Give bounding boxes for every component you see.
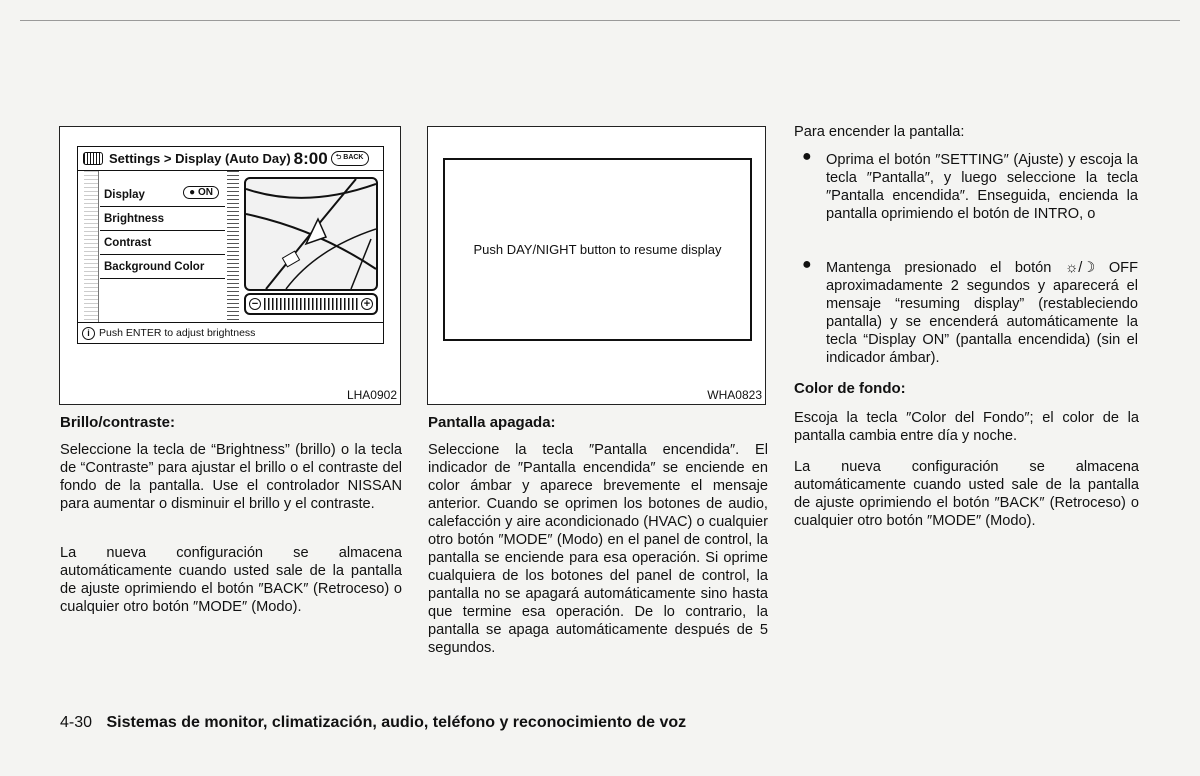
display-off-screen: [443, 158, 752, 341]
figure-settings-display: [59, 126, 401, 405]
menu-item-brightness[interactable]: [100, 207, 225, 231]
menu-item-label: Background Color: [104, 260, 205, 273]
slider-track[interactable]: [264, 298, 358, 310]
resume-message: Push DAY/NIGHT button to resume display: [473, 242, 722, 257]
paragraph: Seleccione la tecla de “Brightness” (brillo) o la tecla de “Contraste” para ajustar el brillo o el contraste del fondo de la pantalla. Use el controlador NISSAN para aumentar o disminuir el brillo y el contraste.: [60, 442, 402, 512]
settings-menu: [100, 183, 225, 279]
day-night-symbol: ☼/☽: [1064, 260, 1096, 276]
back-label: BACK: [343, 154, 364, 161]
bullet-dot: ●: [802, 148, 812, 165]
minus-button[interactable]: −: [249, 298, 261, 310]
menu-item-label: Display: [104, 188, 145, 201]
paragraph: La nueva configuración se almacena automáticamente cuando usted sale de la pantalla de ajuste oprimiendo el botón ″BACK″ (Retroceso) o cualquier otro botón ″MODE″ (Modo).: [60, 545, 402, 615]
map-roads-illustration: [246, 179, 376, 289]
menu-item-background-color[interactable]: [100, 255, 225, 279]
info-text: Push ENTER to adjust brightness: [99, 327, 256, 339]
menu-item-label: Brightness: [104, 212, 165, 225]
top-rule: [20, 20, 1180, 21]
menu-item-display[interactable]: [100, 183, 225, 207]
plus-button[interactable]: +: [361, 298, 373, 310]
paragraph: Escoja la tecla ″Color del Fondo″; el color de la pantalla cambia entre día y noche.: [794, 410, 1139, 444]
keyboard-icon: [83, 152, 103, 165]
toggle-label: ON: [198, 187, 213, 198]
display-on-toggle[interactable]: ● ON: [183, 186, 219, 199]
page-number: 4-30: [60, 714, 93, 731]
bullet-text: Mantenga presionado el botón: [826, 260, 1052, 276]
bullet-item: [826, 259, 1138, 367]
page-footer: [60, 714, 686, 732]
heading-brillo-contraste: Brillo/contraste:: [60, 414, 176, 431]
figure-code: WHA0823: [707, 388, 762, 402]
heading-color-fondo: Color de fondo:: [794, 380, 906, 397]
heading-pantalla-apagada: Pantalla apagada:: [428, 414, 556, 431]
bullet-text: aproximadamente 2 segundos y aparecerá el mensaje “resuming display” (restableciendo pantalla) y se encenderá automáticamente la tecla “Display ON” (pantalla encendida) (sin el indicador ámbar).: [826, 278, 1138, 366]
clock: 8:00: [293, 148, 328, 168]
bullet-dot: ●: [802, 256, 812, 273]
settings-screen: [77, 146, 384, 344]
map-preview: [244, 177, 378, 291]
paragraph: La nueva configuración se almacena automáticamente cuando usted sale de la pantalla de ajuste oprimiendo el botón ″BACK″ (Retroceso) o cualquier otro botón ″MODE″ (Modo).: [794, 459, 1139, 529]
brightness-slider[interactable]: [244, 293, 378, 315]
figure-code: LHA0902: [346, 388, 397, 402]
chapter-title: Sistemas de monitor, climatización, audio, teléfono y reconocimiento de voz: [106, 714, 687, 731]
paragraph: Seleccione la tecla ″Pantalla encendida″. El indicador de ″Pantalla encendida″ se enciende en color ámbar y aparece brevemente el mensaje anterior. Cuando se oprimen los botones de audio, calefacción y aire acondicionado (HVAC) o cualquier otro botón ″MODE″ (Modo) en el panel de control, la pantalla se enciende para esa operación. Si oprime cualquiera de los botones del panel de control, la pantalla no se apagará automáticamente sino hasta que termine esa operación. De lo contrario, la pantalla se apaga automáticamente después de 5 segundos.: [428, 442, 768, 656]
back-button[interactable]: ⮌ BACK: [331, 151, 369, 166]
breadcrumb: Settings > Display (Auto Day): [109, 151, 291, 166]
screen-header: [78, 147, 383, 171]
off-label: OFF: [1108, 260, 1139, 276]
info-bar: [78, 322, 383, 343]
info-icon: i: [82, 327, 95, 340]
bullet-item: Oprima el botón ″SETTING″ (Ajuste) y escoja la tecla ″Pantalla″, y luego seleccione la tecla ″Pantalla encendida″. Enseguida, encienda la pantalla oprimiendo el botón de INTRO, o: [826, 152, 1138, 222]
left-hatch: [84, 171, 99, 323]
menu-item-contrast[interactable]: [100, 231, 225, 255]
scrollbar[interactable]: [227, 171, 239, 323]
menu-item-label: Contrast: [104, 236, 152, 249]
figure-display-off: [427, 126, 766, 405]
paragraph-intro: Para encender la pantalla:: [794, 124, 965, 140]
